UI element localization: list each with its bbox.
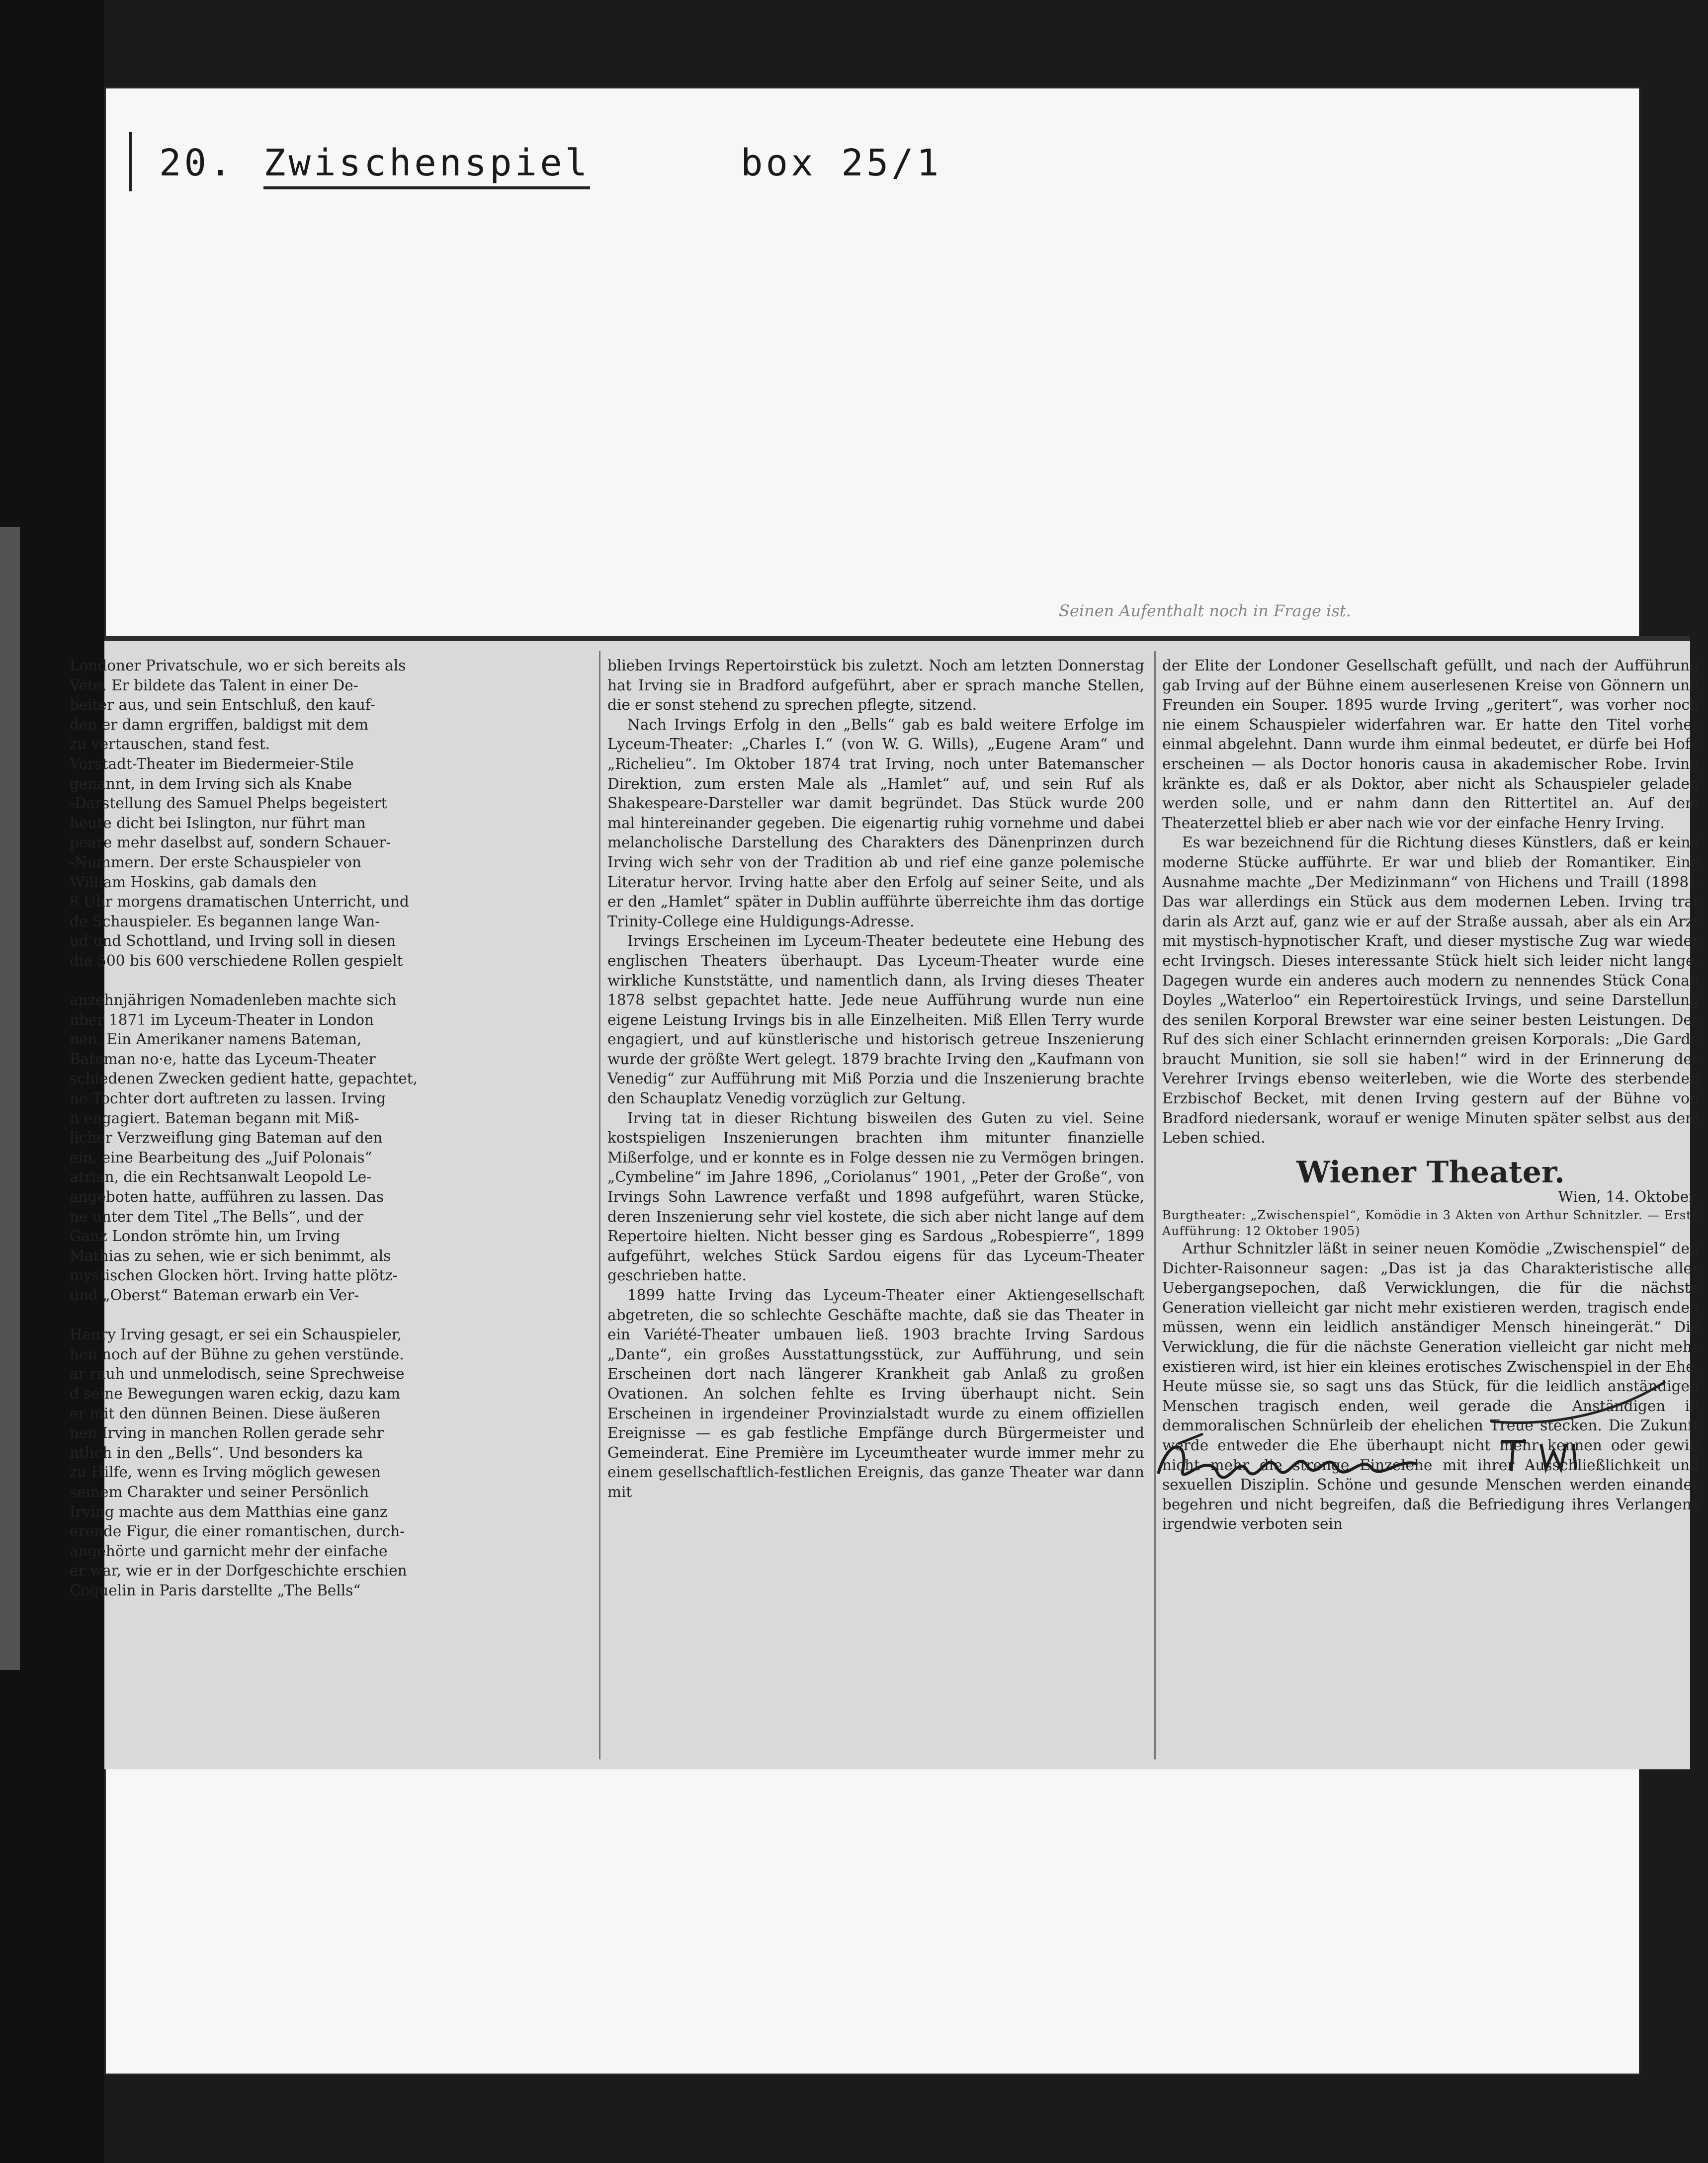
column-2 [607,656,1144,1502]
newspaper-clipping [70,601,1699,1769]
col2-paragraph-5: 1899 hatte Irving das Lyceum-Theater einer Aktiengesellschaft abgetreten, die so schlechte Geschäfte machte, daß sie das Theater in ein Variété-Theater umbauen ließ. 1903 brachte Irving Sardous „Dante“, ein großes Ausstattungsstück, zur Aufführung, und sein Erscheinen dort nach längerer Krankheit gab Anlaß zu großen Ovationen. An solchen fehlte es Irving überhaupt nicht. Sein Erscheinen in irgendeiner Provinzialstadt wurde zu einem offiziellen Ereignisse — es gab festliche Empfänge durch Bürgermeister und Gemeinderat. Eine Première im Lyceumtheater wurde immer mehr zu einem gesellschaftlich-festlichen Ereignis, das ganze Theater war dann mit [607,1287,1144,1500]
col1-line: schiedenen Zwecken gedient hatte, gepachtet, [70,1070,418,1087]
col1-line: Irving machte aus dem Matthias eine ganz [70,1503,388,1520]
col1-line: anzehnjährigen Nomadenleben machte sich [70,992,397,1009]
column-1 [70,656,587,1601]
col1-line: beiter aus, und sein Entschluß, den kauf- [70,696,375,714]
col1-line: hen noch auf der Bühne zu gehen verstünde. [70,1345,404,1363]
col1-line: ar rauh und unmelodisch, seine Sprechweise [70,1365,405,1383]
col1-line: ntlich in den „Bells“. Und besonders ka [70,1444,363,1461]
archive-sheet [70,87,1699,2075]
column-rule-1 [599,651,600,1759]
clipping-top-strip: Seinen Aufenthalt noch in Frage ist. [1059,601,1351,620]
col1-line: d seine Bewegungen waren eckig, dazu kam [70,1385,401,1402]
col1-line: den er damn ergriffen, baldigst mit dem [70,716,369,733]
col1-line: de Schauspieler. Es begannen lange Wan- [70,913,380,930]
col1-line: angehörte und garnicht mehr der einfache [70,1542,388,1560]
col1-line: genannt, in dem Irving sich als Knabe [70,775,352,792]
wiener-theater-dateline: Wien, 14. Oktober. [1558,1188,1699,1206]
col1-line: n engagiert. Bateman begann mit Miß- [70,1109,359,1127]
col1-line: zu Hilfe, wenn es Irving möglich gewesen [70,1464,381,1481]
col1-line: atrian, die ein Rechtsanwalt Leopold Le- [70,1168,372,1186]
col1-line: peare mehr daselbst auf, sondern Schauer- [70,834,391,851]
col1-line: Bateman no·e, hatte das Lyceum-Theater [70,1050,376,1068]
col1-line: nen Irving in manchen Rollen gerade sehr [70,1424,384,1442]
ink-curve-mark [1486,1377,1670,1431]
col1-line: ud und Schottland, und Irving soll in diesen [70,932,396,950]
col1-line: seinem Charakter und seiner Persönlich [70,1483,369,1500]
col1-line: Coquelin in Paris darstellte „The Bells“ [70,1581,361,1599]
col1-line: angeboten hatte, aufführen zu lassen. Das [70,1188,384,1206]
col1-line: er mit den dünnen Beinen. Diese äußeren [70,1405,381,1422]
col1-line: nber 1871 im Lyceum-Theater in London [70,1011,374,1028]
col1-line: zu vertauschen, stand fest. [70,736,270,753]
col1-line [70,971,587,991]
col1-line: -Darstellung des Samuel Phelps begeistert [70,795,387,812]
wiener-theater-subheading: Burgtheater: „Zwischenspiel“, Komödie in 3 Akten von Arthur Schnitzler. — Erste Aufführung: 12 Oktober 1905) [1162,1208,1699,1239]
header-bracket [129,132,132,191]
col2-paragraph-4: Irving tat in dieser Richtung bisweilen des Guten zu viel. Seine kostspieligen Inszenierungen brachten ihm mitunter finanzielle Mißerfolge, und er konnte es in Folge dessen nie zu Vermögen bringen. „Cymbeline“ im Jahre 1896, „Coriolanus“ 1901, „Peter der Große“, von Irvings Sohn Lawrence verfaßt und 1898 aufgeführt, waren Stücke, deren Inszenierung sehr viel kostete, die sich aber nicht lange auf dem Repertoire hielten. Nicht besser ging es Sardous „Robespierre“, 1899 aufgeführt, welches Stück Sardou eigens für das Lyceum-Theater geschrieben hatte. [607,1109,1144,1284]
col1-line: Henry Irving gesagt, er sei ein Schauspieler, [70,1326,402,1343]
col1-line: nen. Ein Amerikaner namens Bateman, [70,1031,362,1048]
wiener-theater-heading: Wiener Theater. [1296,1155,1565,1190]
col3-paragraph-2: Es war bezeichnend für die Richtung dieses Künstlers, daß er keine moderne Stücke aufführte. Er war und blieb der Romantiker. Eine Ausnahme machte „Der Medizinmann“ von Hichens und Traill (1898). Das war allerdings ein Stück aus dem modernen Leben. Irving trat darin als Arzt auf, ganz wie er auf der Straße aussah, aber als ein Arzt mit mystisch-hypnotischer Kraft, und dieser mystische Zug war wieder echt Irvingsch. Dieses interessante Stück hielt sich leider nicht lange. Dagegen wurde ein anderes auch modern zu nennendes Stück Conan Doyles „Waterloo“ ein Repertoirestück Irvings, und seine Darstellung des senilen Korporal Brewster war eine seiner besten Leistungen. Der Ruf des sich einer Schlacht erinnernden greisen Korporals: „Die Garde braucht Munition, sie soll sie haben!“ wird in der Erinnerung der Verehrer Irvings ebenso weiterleben, wie die Worte des sterbenden Erzbischof Becket, mit denen Irving gestern auf der Bühne von Bradford niedersank, worauf er wenige Minuten später selbst aus dem Leben schied. [1162,834,1699,1147]
col1-line: ne Tochter dort auftreten zu lassen. Irving [70,1090,386,1107]
col1-line: ne unter dem Titel „The Bells“, und der [70,1208,363,1225]
col3-paragraph-1: der Elite der Londoner Gesellschaft gefüllt, und nach der Aufführung gab Irving auf der Bühne einem auserlesenen Kreise von Gönnern und Freunden ein Souper. 1895 wurde Irving „geritert“, was vorher noch nie einem Schauspieler widerfahren war. Er hatte den Titel vorher einmal abgelehnt. Dann wurde ihm einmal bedeutet, er dürfe bei Hofe erscheinen — als Doctor honoris causa in akademischer Robe. Irving kränkte es, daß er als Doktor, aber nicht als Schauspieler geladen werden solle, und er nahm dann den Rittertitel an. Auf dem Theaterzettel blieb er aber nach wie vor der einfache Henry Irving. [1162,657,1699,832]
col2-paragraph-2: Nach Irvings Erfolg in den „Bells“ gab es bald weitere Erfolge im Lyceum-Theater: „Charles I.“ (von W. G. Wills), „Eugene Aram“ und „Richelieu“. Im Oktober 1874 trat Irving, noch unter Batemanscher Direktion, zum ersten Male als „Hamlet“ auf, und sein Ruf als Shakespeare-Darsteller war damit begründet. Das Stück wurde 200 mal hintereinander gegeben. Die eigenartig ruhig vornehme und dabei melancholische Darstellung des Charakters des Dänenprinzen durch Irving wich sehr von der Tradition ab und rief eine ganze polemische Literatur hervor. Irving hatte aber den Erfolg auf seiner Seite, und als er den „Hamlet“ später in Dublin aufführte überreichte ihm das dortige Trinity-College eine Huldigungs-Adresse. [607,716,1144,930]
col1-line: erende Figur, die einer romantischen, durch- [70,1523,405,1540]
handwritten-note [1496,1431,1591,1476]
col1-line: Londoner Privatschule, wo er sich bereits als [70,657,406,674]
col2-paragraph-1: blieben Irvings Repertoirstück bis zuletzt. Noch am letzten Donnerstag hat Irving sie in Bradford aufgeführt, aber er sprach manche Stellen, die er sonst stehend zu sprechen pflegte, sitzend. [607,657,1144,714]
header-box: box 25/1 [741,142,942,184]
header-title: Zwischenspiel [263,142,590,189]
wiener-theater-body: Arthur Schnitzler läßt in seiner neuen Komödie „Zwischenspiel“ den Dichter-Raisonneur sagen: „Das ist ja das Charakteristische aller Uebergangsepochen, daß Verwicklungen, die für die nächste Generation vielleicht gar nicht mehr existieren werden, tragisch enden müssen, wenn ein leidlich anständiger Mensch hineingerät.“ Die Verwicklung, die für die nächste Generation vielleicht gar nicht mehr existieren wird, ist hier ein kleines erotisches Zwischenspiel in der Ehe. Heute müsse sie, so sagt uns das Stück, für die leidlich anständigen Menschen tragisch enden, weil gerade die Anständigen in demmoralischen Schnürleib der ehelichen Treue stecken. Die Zukunft werde entweder die Ehe überhaupt nicht mehr kennen oder gewiß nicht mehr die strenge Einzelehe mit ihrer Ausschließlichkeit und sexuellen Disziplin. Schöne und gesunde Menschen werden einander begehren und nicht begreifen, daß die Befriedigung ihres Verlangens irgendwie verboten sein [1162,1240,1699,1533]
header-number: 20. [159,142,235,184]
adjacent-clipping-edge [0,527,20,1670]
col1-line: Mathias zu sehen, wie er sich benimmt, als [70,1247,391,1264]
col1-line: Vete. Er bildete das Talent in einer De- [70,676,358,694]
col1-line: er war, wie er in der Dorfgeschichte erschien [70,1562,407,1580]
col1-line: Ganz London strömte hin, um Irving [70,1228,341,1245]
col1-line: licher Verzweiflung ging Bateman auf den [70,1129,383,1147]
col1-line: -Nummern. Der erste Schauspieler von [70,853,362,871]
col1-line: mystischen Glocken hört. Irving hatte plötz- [70,1267,398,1284]
col1-line: die 500 bis 600 verschiedene Rollen gespielt [70,952,403,969]
col1-line [70,1306,587,1326]
column-rule-2 [1154,651,1156,1759]
col1-line: heute dicht bei Islington, nur führt man [70,814,366,832]
col1-line: Vorstadt-Theater im Biedermeier-Stile [70,755,354,772]
col2-paragraph-3: Irvings Erscheinen im Lyceum-Theater bedeutete eine Hebung des englischen Theaters überhaupt. Das Lyceum-Theater wurde eine wirkliche Kunststätte, und namentlich dann, als Irving dieses Theater 1878 selbst gepachtet hatte. Jede neue Aufführung wurde nun eine eigene Leistung Irvings bis in alle Einzelheiten. Miß Ellen Terry wurde engagiert, und auf künstlerische und historisch getreue Inszenierung wurde der größte Wert gelegt. 1879 brachte Irving den „Kaufmann von Venedig“ zur Aufführung mit Miß Porzia und die Inszenierung brachte den Schauplatz Venedig vorzüglich zur Geltung. [607,932,1144,1107]
col1-line: 8 Uhr morgens dramatischen Unterricht, und [70,893,409,911]
col1-line: und „Oberst“ Bateman erwarb ein Ver- [70,1287,359,1304]
col1-line: William Hoskins, gab damals den [70,873,317,891]
col1-line: ein, eine Bearbeitung des „Juif Polonais“ [70,1149,372,1166]
